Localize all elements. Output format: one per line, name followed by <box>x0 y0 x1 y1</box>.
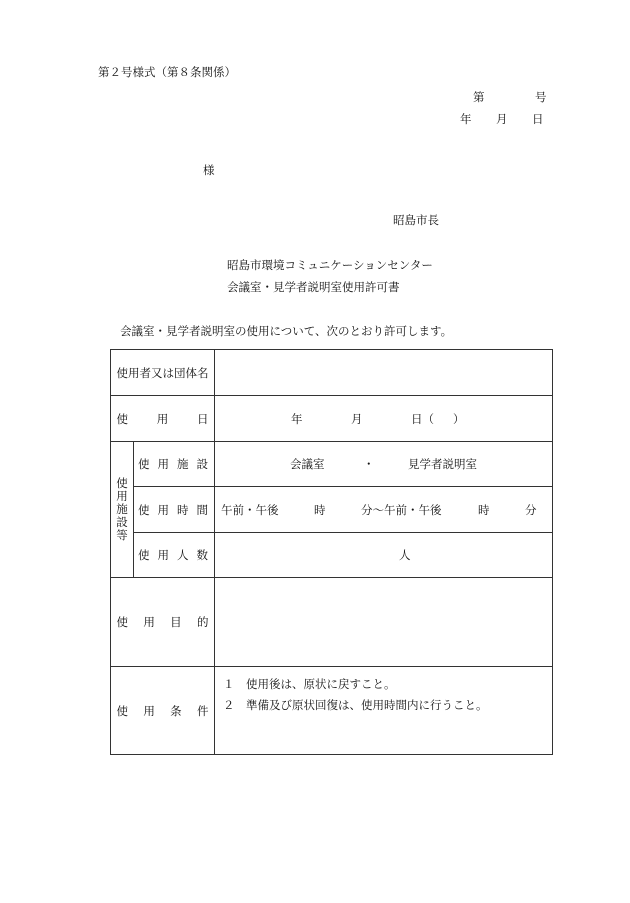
label-char: 用 <box>157 457 169 471</box>
conditions-label-cell <box>115 667 210 754</box>
label-char: 数 <box>196 548 208 562</box>
label-char: 日 <box>197 411 209 426</box>
permit-table <box>110 349 553 755</box>
conditions-list <box>223 674 488 716</box>
label-char: 設 <box>196 457 208 471</box>
title-line-1: 昭島市環境コミュニケーションセンター <box>227 258 433 272</box>
label-char: 施 <box>116 502 128 516</box>
number-suffix: 号 <box>535 90 547 104</box>
column-divider <box>133 441 134 577</box>
time-start-minute-end-ampm: 分～午前・午後 <box>361 502 442 517</box>
applicant-label-cell <box>111 350 214 395</box>
time-label-cell <box>138 487 208 532</box>
label-char: 用 <box>116 489 128 503</box>
date-day: 日 <box>532 112 544 126</box>
facility-label-cell <box>138 442 208 486</box>
label-char: 人 <box>177 548 189 562</box>
date-weekday-close: ） <box>453 411 465 426</box>
condition-item: １ 使用後は、原状に戻すこと。 <box>223 677 396 691</box>
label-char: 用 <box>157 548 169 562</box>
time-end-minute-unit: 分 <box>525 502 537 517</box>
title-line-2: 会議室・見学者説明室使用許可書 <box>227 280 400 294</box>
addressee-suffix: 様 <box>203 163 215 177</box>
label-char: 使 <box>116 411 128 426</box>
date-day-unit: 日（ <box>411 411 434 426</box>
time-start-hour-unit: 時 <box>314 502 326 517</box>
label-char: 用 <box>157 502 169 517</box>
time-value-cell[interactable] <box>215 487 552 532</box>
people-unit: 人 <box>399 548 411 562</box>
issuer-name: 昭島市長 <box>393 213 439 227</box>
intro-text: 会議室・見学者説明室の使用について、次のとおり許可します。 <box>120 324 453 338</box>
label-char: 目 <box>170 615 182 629</box>
date-value-cell[interactable] <box>215 396 552 441</box>
label-char: 使 <box>138 457 150 471</box>
label-char: 等 <box>116 528 128 542</box>
label-char: 条 <box>170 703 182 718</box>
label-char: 用 <box>143 615 155 629</box>
people-label-cell <box>138 533 208 577</box>
facility-option-visitor-room[interactable]: 見学者説明室 <box>408 457 477 471</box>
time-start-ampm: 午前・午後 <box>221 502 279 517</box>
label-char: 的 <box>196 615 209 629</box>
applicant-input-cell[interactable] <box>215 350 552 395</box>
date-year: 年 <box>460 112 472 126</box>
applicant-label: 使用者又は団体名 <box>116 365 209 380</box>
date-label-cell <box>115 396 210 441</box>
label-char: 用 <box>156 411 169 426</box>
facility-group-label <box>111 442 133 577</box>
label-char: 使 <box>116 703 128 718</box>
time-end-hour-unit: 時 <box>478 502 490 517</box>
label-char: 使 <box>138 548 150 562</box>
label-char: 時 <box>177 502 189 517</box>
label-char: 設 <box>116 515 128 529</box>
purpose-label-cell <box>115 578 210 666</box>
people-value-cell[interactable] <box>215 533 552 577</box>
facility-value-cell[interactable] <box>215 442 552 486</box>
label-char: 用 <box>143 703 155 718</box>
label-char: 間 <box>196 502 208 517</box>
date-year-unit: 年 <box>291 411 303 426</box>
date-month-unit: 月 <box>351 411 363 426</box>
label-char: 使 <box>138 502 150 517</box>
purpose-input-cell[interactable] <box>215 578 552 666</box>
facility-option-meeting-room[interactable]: 会議室 <box>290 457 325 471</box>
label-char: 件 <box>196 703 209 718</box>
number-prefix: 第 <box>473 90 485 104</box>
condition-item: ２ 準備及び原状回復は、使用時間内に行うこと。 <box>223 698 488 712</box>
date-month: 月 <box>496 112 508 126</box>
form-number: 第２号様式（第８条関係） <box>98 65 236 79</box>
label-char: 使 <box>116 476 128 490</box>
label-char: 使 <box>116 615 128 629</box>
facility-option-separator: ・ <box>363 457 375 471</box>
label-char: 施 <box>177 457 189 471</box>
